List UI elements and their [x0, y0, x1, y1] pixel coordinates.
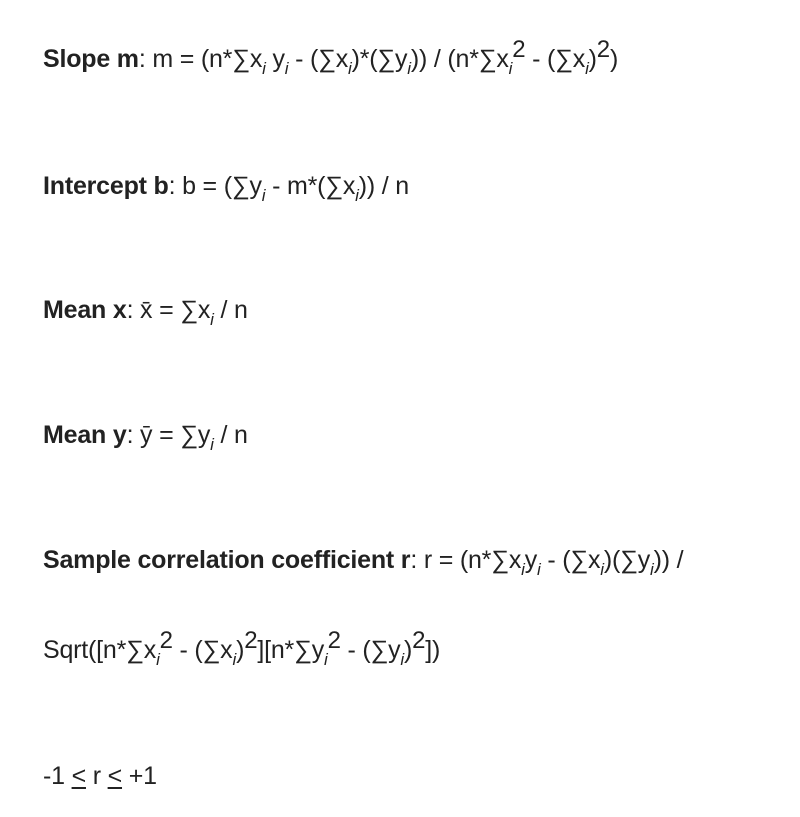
formula-text: +1 [122, 762, 157, 790]
sqrt-formula [43, 627, 441, 669]
correlation-formula [43, 546, 684, 579]
subscript: i [650, 560, 654, 579]
superscript: 2 [512, 36, 526, 63]
mean-x-formula [43, 296, 248, 329]
intercept-formula [43, 172, 409, 205]
slope-label: Slope m [43, 45, 139, 73]
mean-x-label: Mean x [43, 296, 127, 324]
subscript: i [355, 186, 359, 205]
correlation-label: Sample correlation coefficient r [43, 546, 411, 574]
formula-text: ][n*∑y [257, 636, 325, 664]
superscript: 2 [159, 627, 173, 654]
formula-text: : m = (n*∑x [138, 45, 263, 73]
less-or-equal-symbol: < [71, 762, 86, 790]
formula-text: ) [236, 636, 245, 664]
subscript: i [400, 650, 404, 669]
formula-text: : x̄ = ∑x [126, 296, 211, 324]
subscript: i [521, 560, 525, 579]
less-or-equal-symbol: < [107, 762, 123, 790]
formula-text: - (∑x [288, 45, 349, 73]
subscript: i [210, 435, 214, 454]
subscript: i [262, 59, 266, 78]
formula-text: )(∑y [603, 546, 651, 574]
superscript: 2 [327, 627, 341, 654]
superscript: 2 [412, 627, 426, 654]
intercept-label: Intercept b [43, 172, 169, 200]
subscript: i [156, 650, 160, 669]
formula-text: ) [588, 45, 597, 73]
formula-text: ]) [425, 636, 441, 664]
formula-text: / n [213, 296, 248, 324]
formula-text: )) / (n*∑x [410, 45, 509, 73]
subscript: i [348, 59, 352, 78]
formula-text: - m*(∑x [265, 172, 356, 200]
formula-text: )*(∑y [351, 45, 408, 73]
superscript: 2 [596, 36, 610, 63]
formula-text: y [524, 546, 538, 574]
formula-text: - (∑x [525, 45, 586, 73]
subscript: i [210, 310, 214, 329]
formula-text: - (∑y [340, 636, 401, 664]
formula-text: ) [609, 45, 619, 73]
formula-text: : r = (n*∑x [410, 546, 522, 574]
mean-y-label: Mean y [43, 421, 127, 449]
formula-text: -1 [43, 762, 72, 790]
subscript: i [537, 560, 541, 579]
subscript: i [407, 59, 411, 78]
subscript: i [508, 59, 513, 78]
formula-text: - (∑x [172, 636, 233, 664]
correlation-range [43, 764, 157, 789]
subscript: i [284, 59, 289, 78]
formula-text: )) / [653, 546, 684, 574]
superscript: 2 [244, 627, 258, 654]
formula-text: y [265, 45, 285, 73]
subscript: i [232, 650, 237, 669]
formula-text: ) [404, 636, 413, 664]
slope-formula [43, 36, 619, 78]
formula-text: : b = (∑y [168, 172, 262, 200]
subscript: i [261, 186, 266, 205]
subscript: i [585, 59, 589, 78]
formula-text: - (∑x [540, 546, 601, 574]
formula-text: )) / n [358, 172, 409, 200]
subscript: i [600, 560, 604, 579]
formula-text: Sqrt([n*∑x [43, 636, 157, 664]
subscript: i [324, 650, 328, 669]
formula-text: / n [213, 421, 248, 449]
formula-text: r [85, 762, 108, 790]
formula-text: : ȳ = ∑y [126, 421, 211, 449]
mean-y-formula [43, 421, 248, 454]
